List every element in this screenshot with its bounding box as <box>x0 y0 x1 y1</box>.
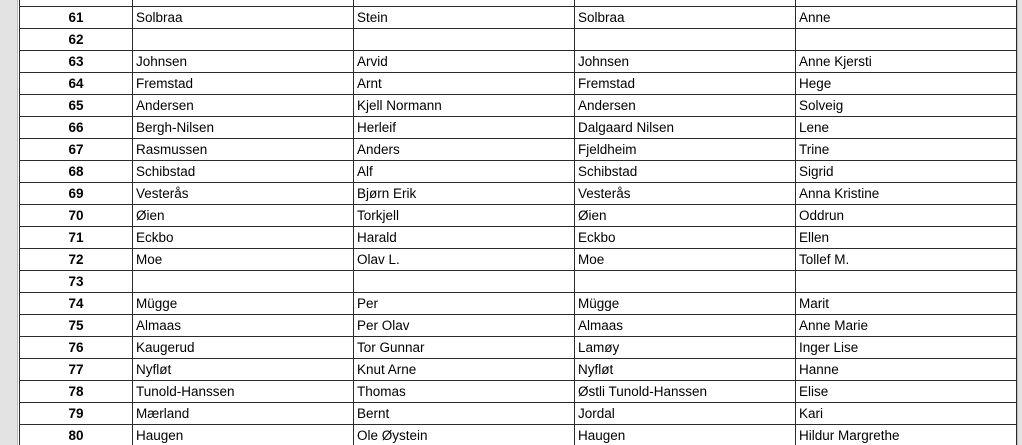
spouse-surname-cell[interactable]: Fjeldheim <box>575 139 796 161</box>
first-name-cell[interactable]: Torkjell <box>354 205 575 227</box>
surname-cell[interactable]: Almaas <box>133 315 354 337</box>
row-number-cell[interactable]: 63 <box>20 51 133 73</box>
spouse-first-name-cell[interactable] <box>796 29 1017 51</box>
surname-cell[interactable] <box>133 29 354 51</box>
spouse-surname-cell[interactable]: Øien <box>575 205 796 227</box>
table-row <box>20 139 1017 161</box>
table-row <box>20 183 1017 205</box>
spouse-first-name-cell[interactable]: Kari <box>796 403 1017 425</box>
first-name-cell[interactable]: Olav L. <box>354 249 575 271</box>
spouse-surname-cell[interactable]: Fremstad <box>575 73 796 95</box>
left-gutter <box>0 0 18 445</box>
table-row <box>20 227 1017 249</box>
table-body <box>20 0 1017 445</box>
spouse-first-name-cell[interactable]: Oddrun <box>796 205 1017 227</box>
spouse-surname-cell[interactable]: Solbraa <box>575 7 796 29</box>
surname-cell[interactable] <box>133 271 354 293</box>
row-number-cell[interactable]: 72 <box>20 249 133 271</box>
table-row <box>20 205 1017 227</box>
spouse-surname-cell[interactable]: Andersen <box>575 95 796 117</box>
first-name-cell[interactable]: Anders <box>354 139 575 161</box>
surname-cell[interactable]: Johnsen <box>133 51 354 73</box>
table-row <box>20 403 1017 425</box>
first-name-cell[interactable]: Knut Arne <box>354 359 575 381</box>
table-row <box>20 29 1017 51</box>
spouse-surname-cell[interactable]: Haugen <box>575 425 796 445</box>
surname-cell[interactable]: Eckbo <box>133 227 354 249</box>
surname-cell[interactable]: Fremstad <box>133 73 354 95</box>
surname-cell[interactable]: Bergh-Nilsen <box>133 117 354 139</box>
surname-cell[interactable]: Moe <box>133 249 354 271</box>
first-name-cell[interactable]: Herleif <box>354 117 575 139</box>
surname-cell[interactable]: Kaugerud <box>133 337 354 359</box>
spouse-surname-cell[interactable]: Nyfløt <box>575 359 796 381</box>
spouse-surname-cell[interactable]: Moe <box>575 249 796 271</box>
spouse-first-name-cell[interactable]: Anne Kjersti <box>796 51 1017 73</box>
first-name-cell[interactable]: Alf <box>354 161 575 183</box>
first-name-cell[interactable] <box>354 271 575 293</box>
table-row <box>20 51 1017 73</box>
row-number-cell[interactable]: 78 <box>20 381 133 403</box>
table-row <box>20 293 1017 315</box>
surname-cell[interactable]: Schibstad <box>133 161 354 183</box>
table-row <box>20 337 1017 359</box>
spouse-surname-cell[interactable]: Mügge <box>575 293 796 315</box>
row-number-cell[interactable]: 71 <box>20 227 133 249</box>
surname-cell[interactable]: Solbraa <box>133 7 354 29</box>
row-number-cell[interactable]: 61 <box>20 7 133 29</box>
first-name-cell[interactable]: Stein <box>354 7 575 29</box>
spouse-surname-cell[interactable] <box>575 29 796 51</box>
row-number-cell[interactable]: 67 <box>20 139 133 161</box>
spouse-surname-cell[interactable]: Jordal <box>575 403 796 425</box>
first-name-cell[interactable]: Ole Øystein <box>354 425 575 445</box>
first-name-cell[interactable]: Thomas <box>354 381 575 403</box>
spouse-first-name-cell[interactable]: Anna Kristine <box>796 183 1017 205</box>
first-name-cell[interactable]: Arvid <box>354 51 575 73</box>
spouse-surname-cell[interactable]: Johnsen <box>575 51 796 73</box>
table-row <box>20 271 1017 293</box>
spouse-first-name-cell[interactable]: Sigrid <box>796 161 1017 183</box>
spouse-first-name-cell[interactable]: Marit <box>796 293 1017 315</box>
first-name-cell[interactable]: Bjørn Erik <box>354 183 575 205</box>
row-number-cell[interactable]: 62 <box>20 29 133 51</box>
spouse-surname-cell[interactable]: Vesterås <box>575 183 796 205</box>
row-number-cell[interactable]: 68 <box>20 161 133 183</box>
spouse-first-name-cell[interactable]: Hege <box>796 73 1017 95</box>
row-number-cell[interactable]: 76 <box>20 337 133 359</box>
table-row <box>20 359 1017 381</box>
spouse-first-name-cell[interactable]: Elise <box>796 381 1017 403</box>
spouse-surname-cell[interactable]: Almaas <box>575 315 796 337</box>
first-name-cell[interactable]: Per <box>354 293 575 315</box>
spouse-first-name-cell[interactable]: Solveig <box>796 95 1017 117</box>
first-name-cell[interactable] <box>354 29 575 51</box>
table-row <box>20 381 1017 403</box>
spouse-surname-cell[interactable]: Lamøy <box>575 337 796 359</box>
row-number-cell[interactable]: 73 <box>20 271 133 293</box>
surname-cell[interactable]: Nyfløt <box>133 359 354 381</box>
row-number-cell[interactable]: 64 <box>20 73 133 95</box>
table-row <box>20 315 1017 337</box>
table-row <box>20 7 1017 29</box>
row-number-cell[interactable]: 65 <box>20 95 133 117</box>
first-name-cell[interactable]: Arnt <box>354 73 575 95</box>
surname-cell[interactable]: Tunold-Hanssen <box>133 381 354 403</box>
first-name-cell[interactable]: Bernt <box>354 403 575 425</box>
spouse-surname-cell[interactable]: Østli Tunold-Hanssen <box>575 381 796 403</box>
spouse-first-name-cell[interactable]: Tollef M. <box>796 249 1017 271</box>
surname-cell[interactable]: Rasmussen <box>133 139 354 161</box>
surname-cell[interactable]: Mærland <box>133 403 354 425</box>
first-name-cell[interactable]: Harald <box>354 227 575 249</box>
table-row <box>20 161 1017 183</box>
surname-cell[interactable]: Vesterås <box>133 183 354 205</box>
spouse-first-name-cell[interactable] <box>796 271 1017 293</box>
spouse-first-name-cell[interactable]: Anne <box>796 7 1017 29</box>
table-row <box>20 73 1017 95</box>
table-row <box>20 249 1017 271</box>
row-number-cell[interactable]: 75 <box>20 315 133 337</box>
row-number-cell[interactable]: 66 <box>20 117 133 139</box>
surname-cell[interactable]: Øien <box>133 205 354 227</box>
surname-cell[interactable]: Haugen <box>133 425 354 445</box>
surname-cell[interactable]: Andersen <box>133 95 354 117</box>
row-number-cell[interactable]: 74 <box>20 293 133 315</box>
row-number-cell[interactable]: 77 <box>20 359 133 381</box>
table-row <box>20 425 1017 445</box>
spouse-first-name-cell[interactable]: Ellen <box>796 227 1017 249</box>
spouse-surname-cell[interactable]: Schibstad <box>575 161 796 183</box>
first-name-cell[interactable]: Per Olav <box>354 315 575 337</box>
row-number-cell[interactable]: 70 <box>20 205 133 227</box>
data-table <box>19 0 1017 445</box>
spouse-first-name-cell[interactable]: Inger Lise <box>796 337 1017 359</box>
first-name-cell[interactable]: Kjell Normann <box>354 95 575 117</box>
table-row <box>20 95 1017 117</box>
row-number-cell[interactable]: 69 <box>20 183 133 205</box>
spouse-first-name-cell[interactable]: Lene <box>796 117 1017 139</box>
spouse-first-name-cell[interactable]: Hanne <box>796 359 1017 381</box>
spouse-surname-cell[interactable]: Dalgaard Nilsen <box>575 117 796 139</box>
table-row <box>20 117 1017 139</box>
spouse-first-name-cell[interactable]: Anne Marie <box>796 315 1017 337</box>
right-scrollbar[interactable] <box>1017 0 1022 445</box>
row-number-cell[interactable]: 79 <box>20 403 133 425</box>
spouse-surname-cell[interactable] <box>575 271 796 293</box>
surname-cell[interactable]: Mügge <box>133 293 354 315</box>
spouse-surname-cell[interactable]: Eckbo <box>575 227 796 249</box>
spouse-first-name-cell[interactable]: Trine <box>796 139 1017 161</box>
first-name-cell[interactable]: Tor Gunnar <box>354 337 575 359</box>
spouse-first-name-cell[interactable]: Hildur Margrethe <box>796 425 1017 445</box>
row-number-cell[interactable]: 80 <box>20 425 133 445</box>
